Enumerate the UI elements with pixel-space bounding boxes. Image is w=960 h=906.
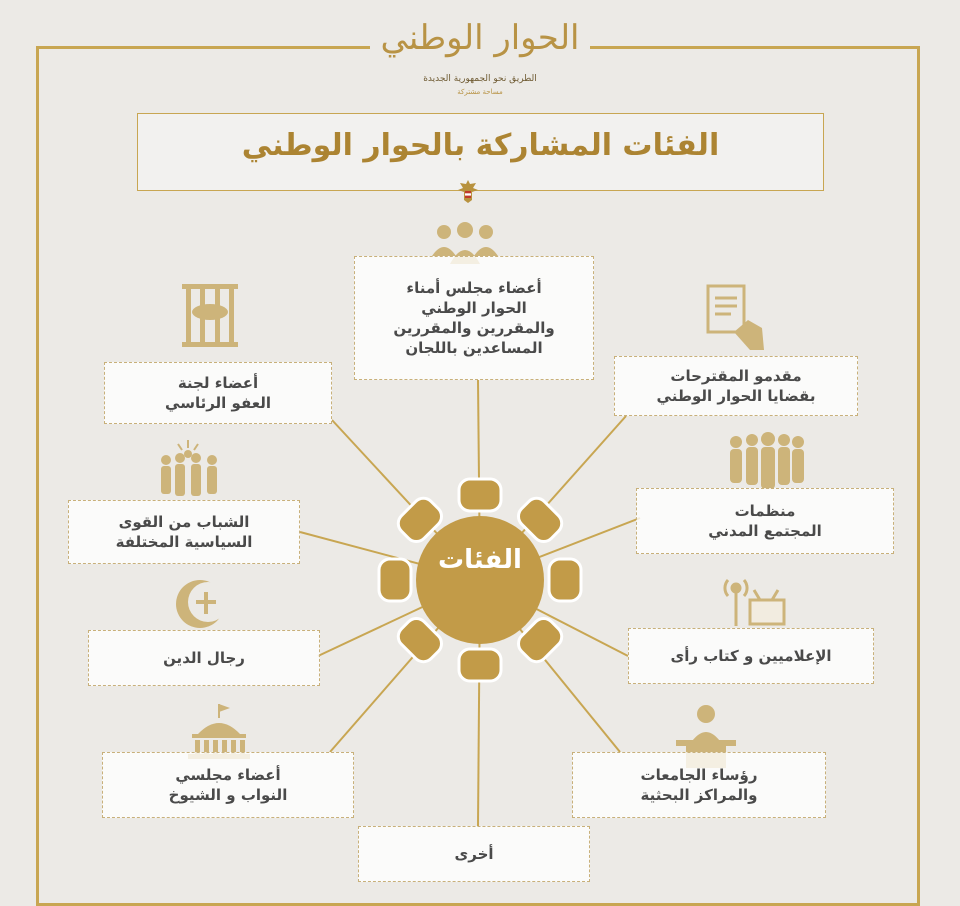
card-media <box>628 628 874 684</box>
card-line: المساعدين باللجان <box>405 339 543 358</box>
card-line: الشباب من القوى <box>118 512 250 531</box>
card-line: بقضايا الحوار الوطني <box>656 387 816 405</box>
card-pardon <box>104 362 332 424</box>
center-label: الفئات <box>438 545 522 575</box>
card-universities <box>572 752 826 818</box>
card-line: رؤساء الجامعات <box>640 765 758 784</box>
card-line: النواب و الشيوخ <box>168 786 288 804</box>
card-line: مقدمو المقترحات <box>670 366 802 385</box>
card-line: العفو الرئاسي <box>165 394 271 412</box>
card-line: أعضاء مجلسي <box>175 765 281 784</box>
logo-title: الحوار الوطني <box>380 18 580 58</box>
youth-group-icon <box>161 440 217 496</box>
card-line: المجتمع المدني <box>708 522 822 540</box>
card-other <box>358 826 590 882</box>
broadcast-icon <box>725 580 784 626</box>
card-line: رجال الدين <box>163 648 245 667</box>
card-proposals <box>614 356 858 416</box>
parliament-icon <box>188 704 250 759</box>
card-line: والمقررين والمقررين <box>393 319 555 337</box>
page-title: الفئات المشاركة بالحوار الوطني <box>241 128 720 163</box>
document-hand-icon <box>708 286 764 350</box>
chair <box>459 479 501 511</box>
card-line: الحوار الوطني <box>421 298 527 317</box>
card-religion <box>88 630 320 686</box>
card-line: السياسية المختلفة <box>115 533 253 551</box>
card-line: أخرى <box>454 844 494 863</box>
card-line: الإعلاميين و كتاب رأى <box>670 646 832 665</box>
logo-tagline: مساحة مشتركة <box>457 88 503 96</box>
center-table <box>416 516 544 644</box>
logo-subtitle: الطريق نحو الجمهورية الجديدة <box>423 74 537 84</box>
chair <box>379 559 411 601</box>
card-line: أعضاء لجنة <box>177 373 259 392</box>
chair <box>549 559 581 601</box>
card-line: والمراكز البحثية <box>640 786 758 804</box>
card-youth <box>68 500 300 564</box>
chair <box>459 649 501 681</box>
card-board <box>354 256 594 380</box>
card-line: أعضاء مجلس أمناء <box>406 278 542 297</box>
card-civil <box>636 488 894 554</box>
card-line: منظمات <box>734 501 796 520</box>
crescent-cross-icon <box>176 580 228 628</box>
prison-bars-icon <box>182 284 238 347</box>
card-parliament <box>102 752 354 818</box>
crowd-icon <box>730 432 804 489</box>
